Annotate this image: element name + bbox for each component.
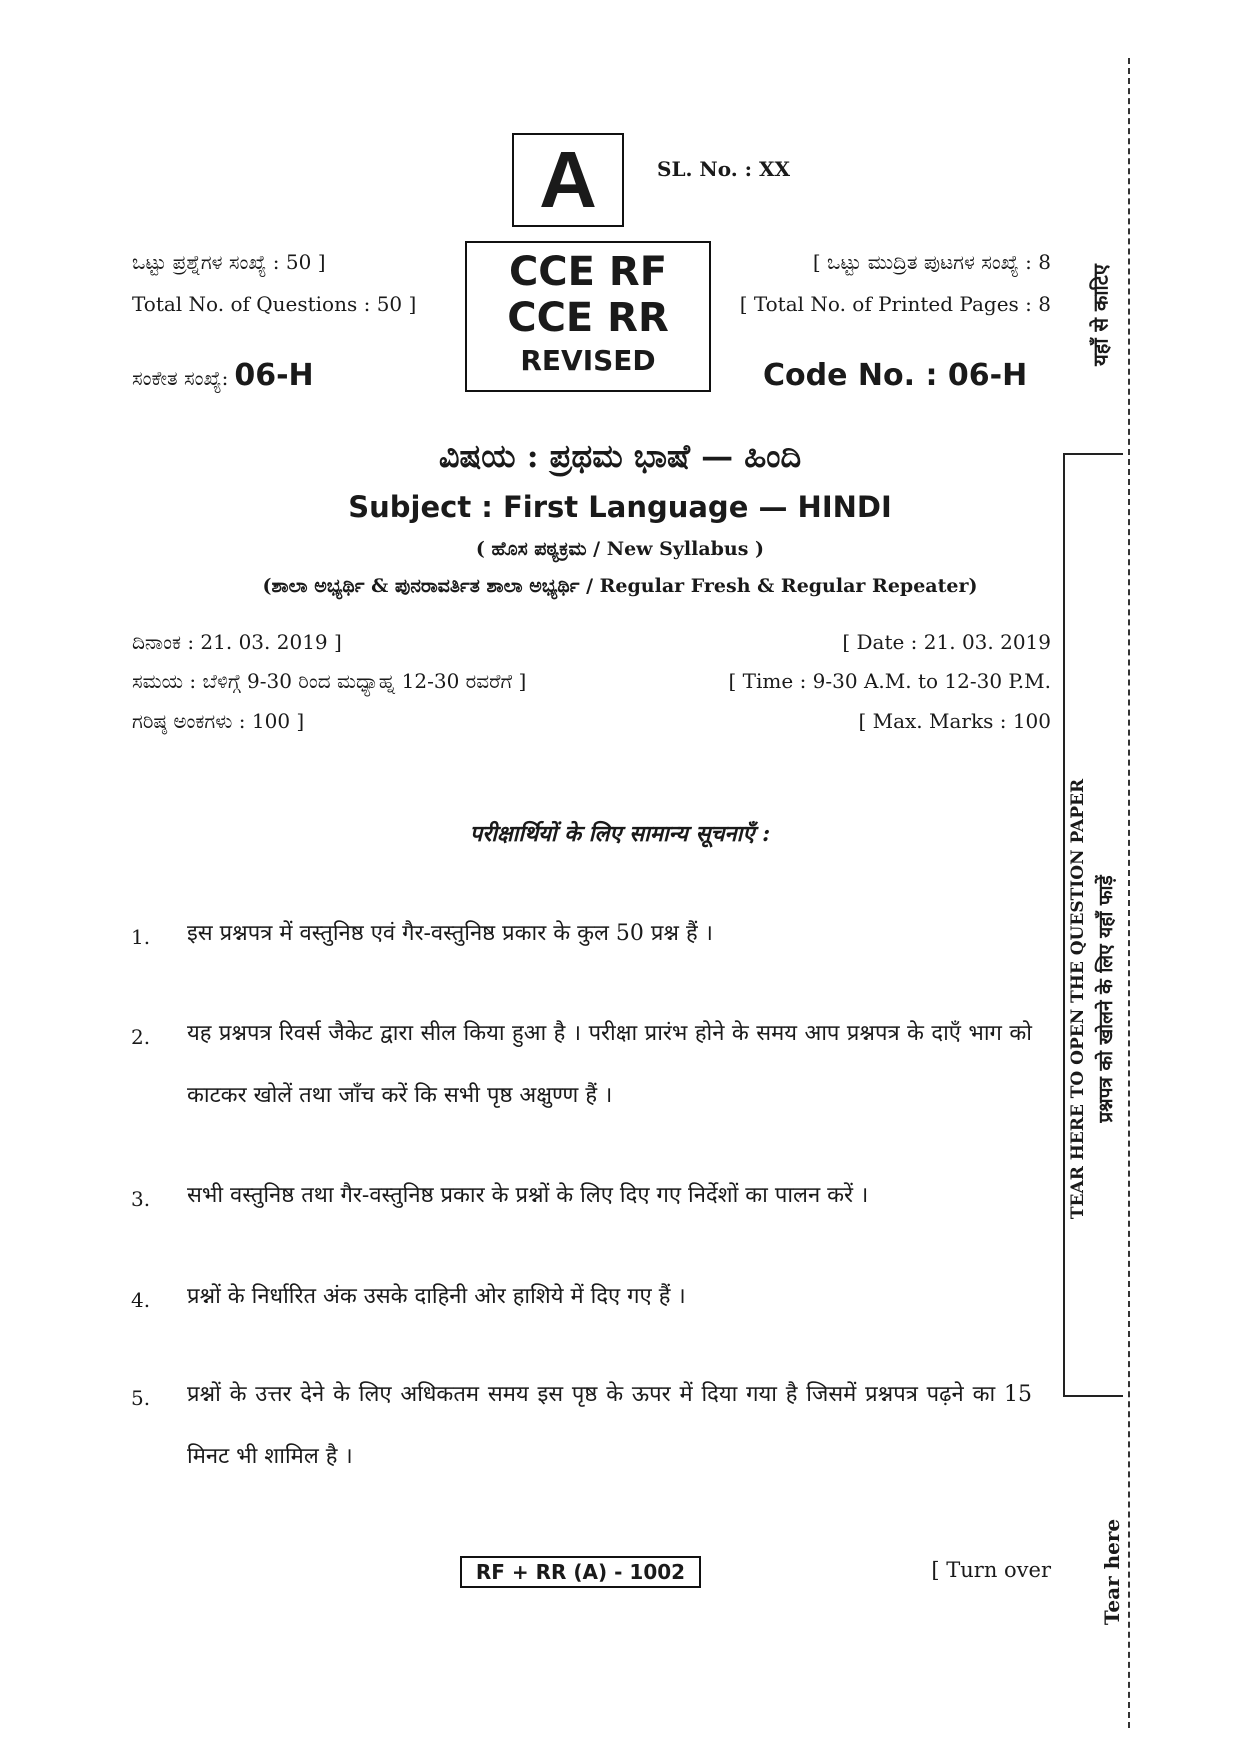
code-number-kn [132,358,314,393]
exam-code-box [465,241,711,392]
tear-instruction-en: TEAR HERE TO OPEN THE QUESTION PAPER [1068,778,1088,1220]
instruction-number: 5. [131,1386,151,1410]
total-pages-kn: [ ಒಟ್ಟು ಮುದ್ರಿತ ಪುಟಗಳ ಸಂಖ್ಯೆ : 8 [812,250,1051,274]
instruction-text: इस प्रश्नपत्र में वस्तुनिष्ठ एवं गैर-वस्तुनिष्ठ प्रकार के कुल 50 प्रश्न हैं । [187,921,713,946]
marks-kn: ಗರಿಷ್ಠ ಅಂಕಗಳು : 100 ] [132,709,305,733]
instruction-number: 3. [131,1187,151,1211]
instruction-text: यह प्रश्नपत्र रिवर्स जैकेट द्वारा सील किया हुआ है । परीक्षा प्रारंभ होने के समय आप प्रश्नपत्र के दाएँ भाग को काटकर खोलें तथा जाँच करें कि सभी पृष्ठ अक्षुण्ण हैं । [187,1021,1032,1108]
syllabus-line: ( ಹೊಸ ಪಠ್ಯಕ್ರಮ / New Syllabus ) [475,538,765,560]
instruction-text: प्रश्नों के निर्धारित अंक उसके दाहिनी ओर हाशिये में दिए गए हैं । [187,1284,686,1309]
instruction-number: 4. [131,1288,151,1312]
exam-line-1: CCE RF [508,249,668,295]
tear-instruction-hi: प्रश्नपत्र को खोलने के लिए यहाँ फाड़ें [1095,875,1117,1123]
code-value-kn: 06-H [234,358,314,393]
code-label-kn: ಸಂಕೇತ ಸಂಖ್ಯೆ: [132,366,229,390]
total-pages-en: [ Total No. of Printed Pages : 8 [739,292,1051,316]
date-kn: ದಿನಾಂಕ : 21. 03. 2019 ] [132,630,342,654]
turn-over: [ Turn over [931,1558,1051,1582]
instructions-heading: परीक्षार्थियों के लिए सामान्य सूचनाएँ : [469,821,771,847]
exam-revised: REVISED [520,344,656,377]
exam-line-2: CCE RR [507,295,669,341]
total-questions-kn: ಒಟ್ಟು ಪ್ರಶ್ನೆಗಳ ಸಂಖ್ಯೆ : 50 ] [132,250,326,274]
serial-number: SL. No. : XX [657,157,791,181]
cut-here-label: यहाँ से काटिए [1088,264,1113,366]
date-en: [ Date : 21. 03. 2019 [842,630,1051,654]
subject-kn: ವಿಷಯ : ಪ್ರಥಮ ಭಾಷೆ — ಹಿಂದಿ [438,437,802,475]
time-en: [ Time : 9-30 A.M. to 12-30 P.M. [728,669,1051,693]
tear-here-label: Tear here [1100,1518,1124,1626]
instruction-number: 2. [131,1025,151,1049]
total-questions-en: Total No. of Questions : 50 ] [132,292,417,316]
marks-en: [ Max. Marks : 100 [858,709,1051,733]
code-number-en: Code No. : 06-H [763,358,1028,393]
time-kn: ಸಮಯ : ಬೆಳಿಗ್ಗೆ 9-30 ರಿಂದ ಮಧ್ಯಾಹ್ನ 12-30 ರವರೆಗೆ ] [132,669,527,693]
subject-en: Subject : First Language — HINDI [348,490,892,524]
tear-dashed-line [1128,58,1130,1728]
footer-paper-code: RF + RR (A) - 1002 [460,1556,701,1588]
candidate-type: (ಶಾಲಾ ಅಭ್ಯರ್ಥಿ & ಪುನರಾವರ್ತಿತ ಶಾಲಾ ಅಭ್ಯರ್ಥಿ / Regular Fresh & Regular Repeater) [262,575,978,597]
instruction-number: 1. [131,925,151,949]
instruction-text: सभी वस्तुनिष्ठ तथा गैर-वस्तुनिष्ठ प्रकार के प्रश्नों के लिए दिए गए निर्देशों का पालन करें । [187,1183,869,1208]
version-letter: A [539,135,597,224]
version-box [512,133,624,227]
instruction-text: प्रश्नों के उत्तर देने के लिए अधिकतम समय इस पृष्ठ के ऊपर में दिया गया है जिसमें प्रश्नपत्र पढ़ने का 15 मिनट भी शामिल है । [187,1382,1032,1469]
